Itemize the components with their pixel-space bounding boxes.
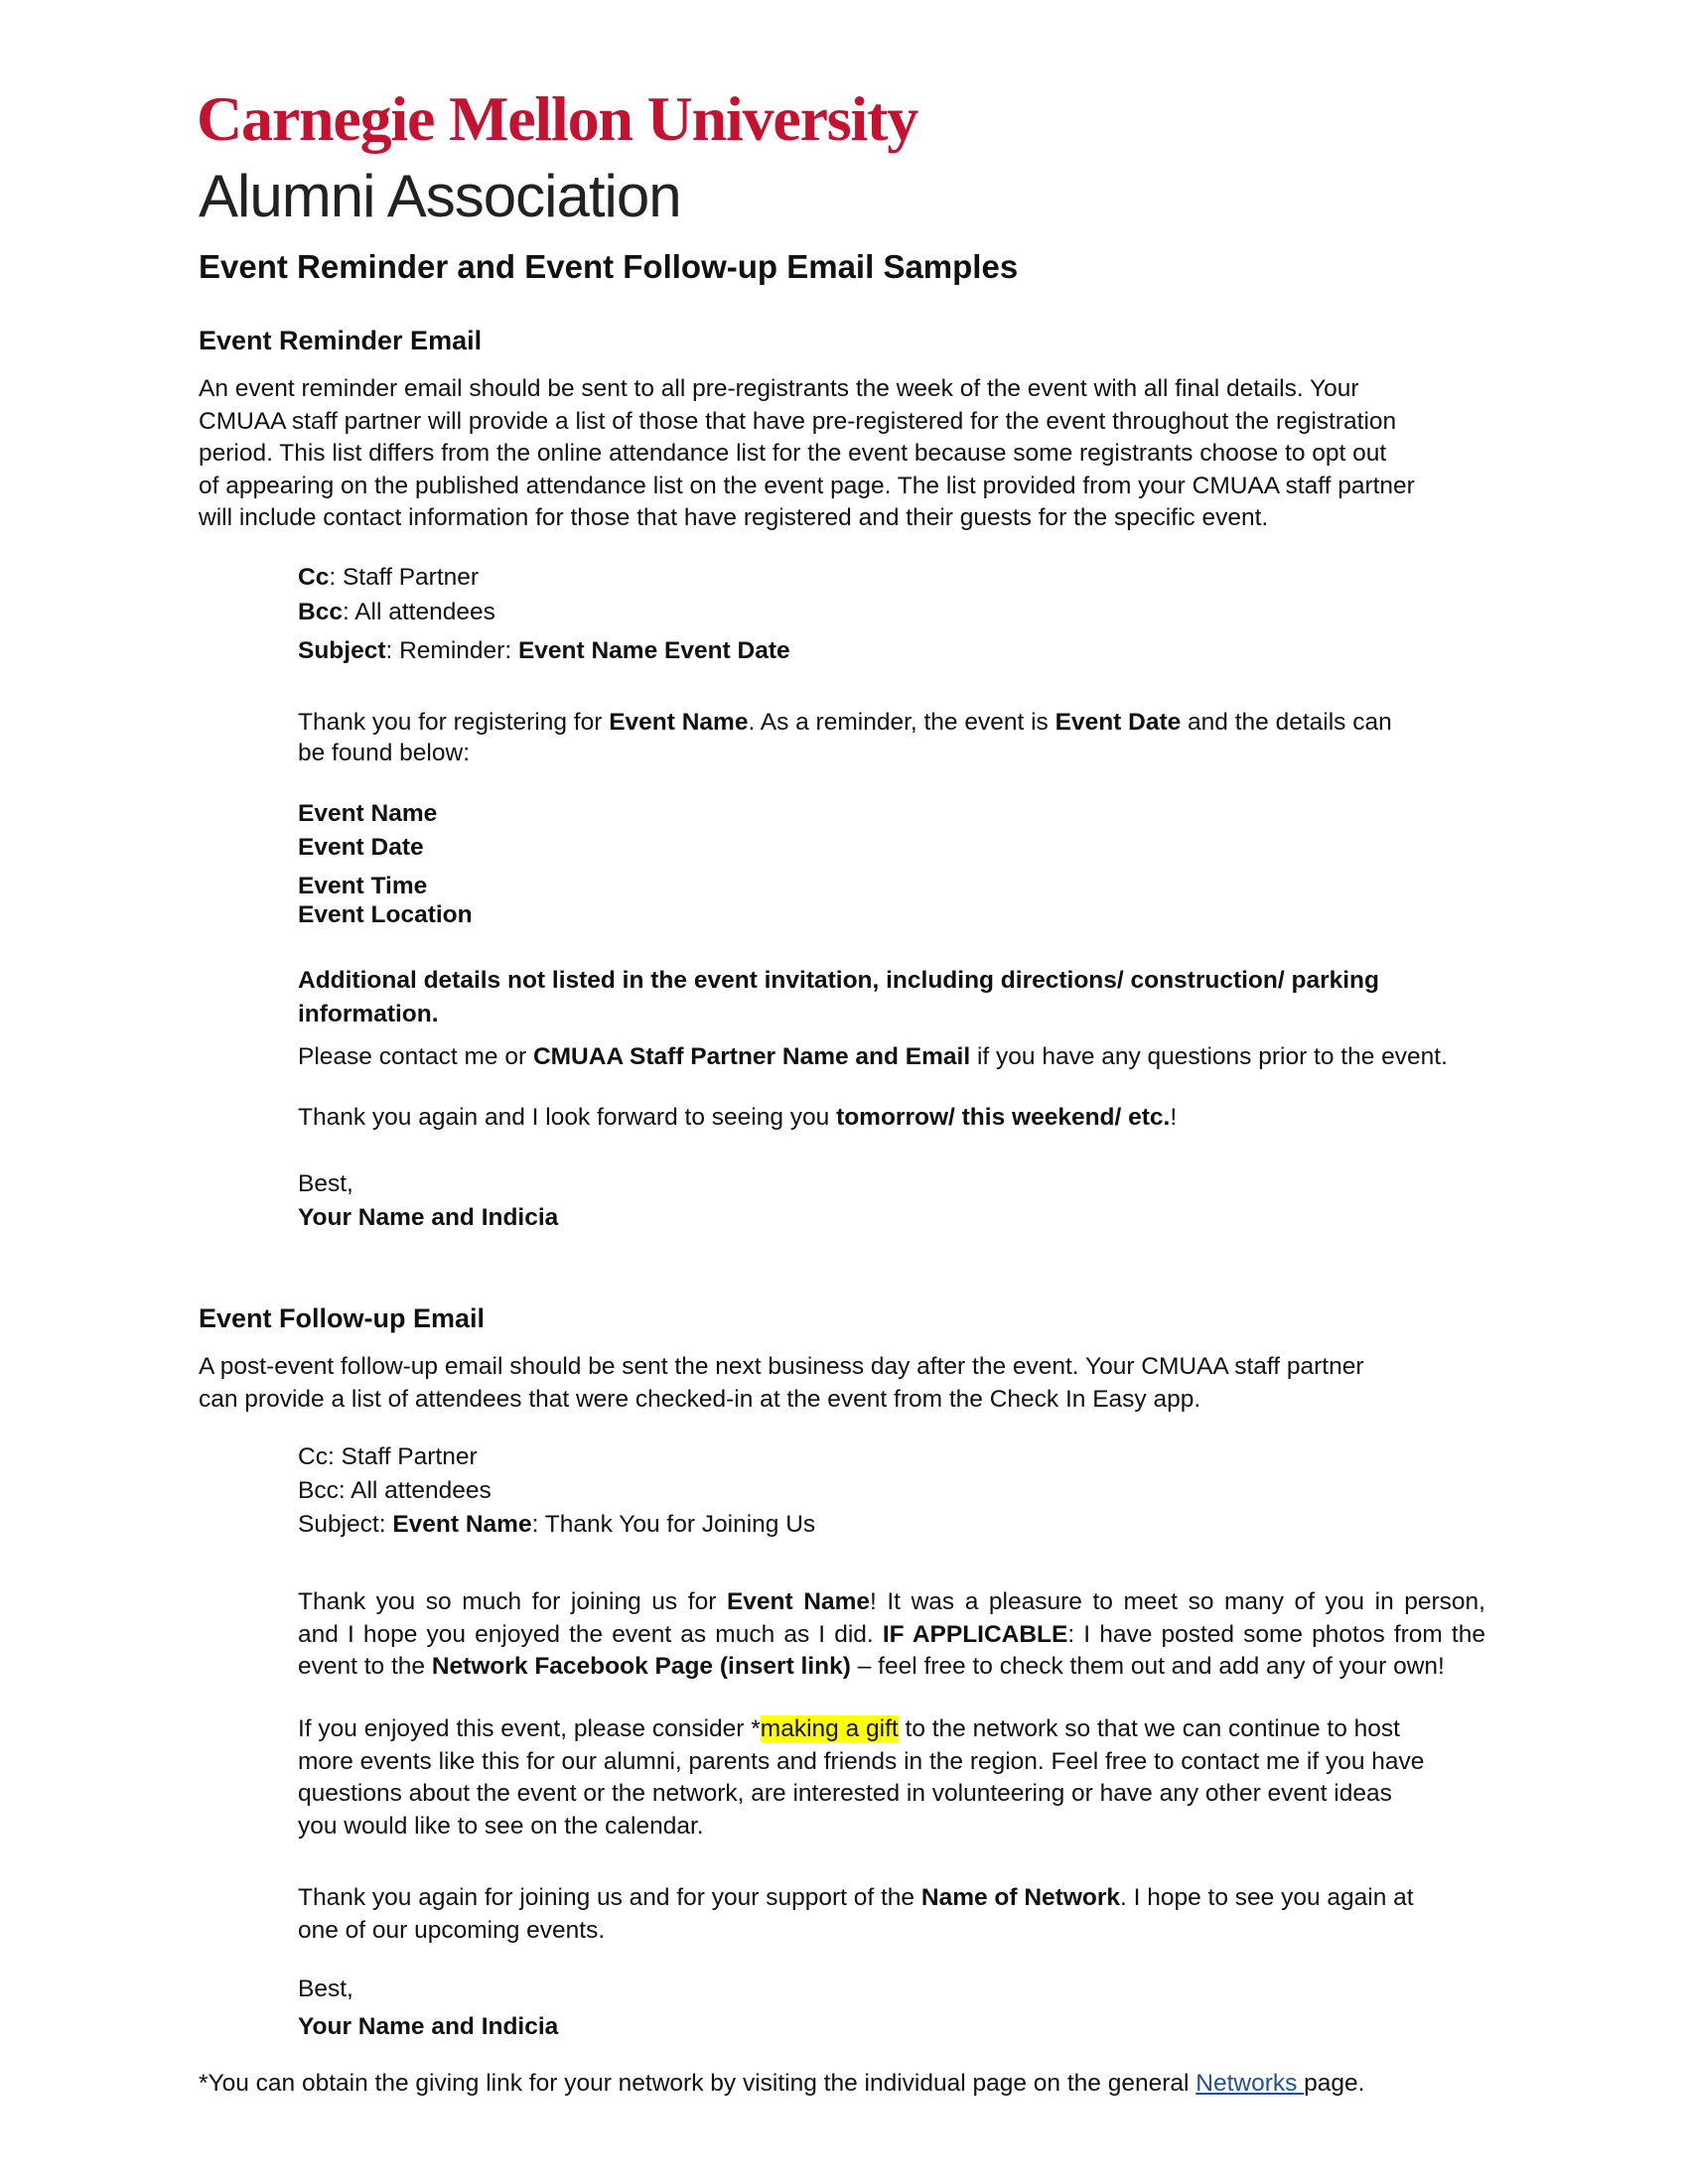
additional-details-line-2: information. xyxy=(298,1001,439,1027)
event-date-placeholder: Event Date xyxy=(1055,709,1182,736)
text-run: to the network so that we can continue to host xyxy=(898,1715,1400,1742)
followup-signature: Your Name and Indicia xyxy=(298,2013,559,2040)
followup-intro-line: can provide a list of attendees that were checked-in at the event from the Check In Easy app. xyxy=(199,1385,1201,1413)
subject-value: Event Name Event Date xyxy=(517,637,790,664)
text-run: Thank you again and I look forward to seeing you xyxy=(298,1104,837,1131)
text-run: if you have any questions prior to the event. xyxy=(970,1043,1448,1070)
followup-paragraph-3 xyxy=(298,1882,1414,1947)
networks-link[interactable]: Networks xyxy=(1196,2070,1305,2097)
text-run: : Thank You for Joining Us xyxy=(531,1511,816,1538)
timeframe-placeholder: tomorrow/ this weekend/ etc. xyxy=(836,1104,1171,1131)
followup-closing: Best, xyxy=(298,1976,353,2002)
detail-event-date: Event Date xyxy=(298,834,424,861)
contact-line xyxy=(298,1041,1448,1074)
event-name-placeholder: Event Name xyxy=(609,709,749,736)
reminder-intro-line: CMUAA staff partner will provide a list of those that have pre-registered for the event throughout the registration xyxy=(199,407,1397,435)
text-run: Thank you for registering for xyxy=(298,709,610,736)
additional-details-line-1: Additional details not listed in the event invitation, including directions/ construction/ parking xyxy=(298,967,1379,994)
footnote xyxy=(199,2068,1364,2101)
reminder-subject-line xyxy=(298,635,790,668)
paragraph-line: one of our upcoming events. xyxy=(298,1916,606,1944)
reminder-intro-line: of appearing on the published attendance list on the event page. The list provided from your CMUAA staff partner xyxy=(199,472,1415,499)
text-run: page. xyxy=(1304,2070,1365,2097)
facebook-page-placeholder: Network Facebook Page (insert link) xyxy=(431,1653,851,1680)
paragraph-line: more events like this for our alumni, parents and friends in the region. Feel free to contact me if you have xyxy=(298,1747,1425,1775)
text-run: *You can obtain the giving link for your network by visiting the individual page on the general xyxy=(199,2070,1196,2097)
reminder-intro xyxy=(199,373,1415,535)
followup-subject-line xyxy=(298,1509,815,1542)
paragraph-line xyxy=(298,1586,1485,1619)
reminder-signature: Your Name and Indicia xyxy=(298,1204,559,1231)
if-applicable-label: IF APPLICABLE xyxy=(882,1620,1068,1648)
cc-value: : Staff Partner xyxy=(329,564,480,591)
detail-event-time: Event Time xyxy=(298,873,428,899)
detail-event-name: Event Name xyxy=(298,800,438,827)
text-run: ! It was a pleasure to meet so many of you in person, xyxy=(869,1588,1485,1615)
reminder-heading: Event Reminder Email xyxy=(199,326,483,355)
thank-you-again-line xyxy=(298,1102,1177,1135)
reminder-intro-line: period. This list differs from the online attendance list for the event because some registrants choose to opt out xyxy=(199,440,1387,467)
reminder-bcc-line xyxy=(298,597,495,629)
followup-paragraph-2 xyxy=(298,1713,1424,1843)
subject-label: Subject xyxy=(298,637,386,664)
text-run: – feel free to check them out and add any of your own! xyxy=(850,1653,1445,1680)
text-run: If you enjoyed this event, please consider * xyxy=(298,1715,761,1742)
text-run: event to the xyxy=(298,1653,432,1680)
highlighted-text: making a gift xyxy=(760,1715,899,1742)
followup-cc-line: Cc: Staff Partner xyxy=(298,1443,478,1470)
event-name-placeholder: Event Name xyxy=(392,1511,532,1538)
bcc-value: : All attendees xyxy=(342,599,495,625)
text-run: ! xyxy=(1170,1104,1178,1131)
reminder-thanks-line xyxy=(298,707,1392,740)
reminder-thanks-line-2: be found below: xyxy=(298,740,470,766)
paragraph-line xyxy=(298,1619,1485,1652)
followup-heading: Event Follow-up Email xyxy=(199,1303,486,1333)
text-run: Thank you again for joining us and for your support of the xyxy=(298,1884,921,1911)
text-run: Thank you so much for joining us for xyxy=(298,1588,727,1615)
paragraph-line xyxy=(298,1651,1485,1684)
paragraph-line xyxy=(298,1882,1414,1915)
reminder-intro-line: will include contact information for those that have registered and their guests for the specific event. xyxy=(199,504,1269,531)
followup-bcc-line: Bcc: All attendees xyxy=(298,1477,492,1504)
followup-paragraph-1 xyxy=(298,1586,1485,1684)
detail-event-location: Event Location xyxy=(298,901,473,928)
followup-intro xyxy=(199,1351,1364,1416)
event-name-placeholder: Event Name xyxy=(726,1588,870,1615)
staff-partner-placeholder: CMUAA Staff Partner Name and Email xyxy=(532,1043,971,1070)
network-name-placeholder: Name of Network xyxy=(920,1884,1121,1911)
paragraph-line: you would like to see on the calendar. xyxy=(298,1812,704,1840)
text-run: and the details can xyxy=(1181,709,1392,736)
paragraph-line xyxy=(298,1713,1424,1746)
paragraph-line: questions about the event or the network, are interested in volunteering or have any other event ideas xyxy=(298,1780,1392,1807)
reminder-closing: Best, xyxy=(298,1170,353,1197)
subject-prefix: : Reminder: xyxy=(385,637,518,664)
page-title: Event Reminder and Event Follow-up Email Samples xyxy=(199,248,1019,285)
reminder-intro-line: An event reminder email should be sent to all pre-registrants the week of the event with all final details. Your xyxy=(199,375,1359,402)
text-run: : I have posted some photos from the xyxy=(1067,1620,1485,1648)
followup-intro-line: A post-event follow-up email should be sent the next business day after the event. Your CMUAA staff partner xyxy=(199,1353,1364,1380)
text-run: . As a reminder, the event is xyxy=(748,709,1055,736)
text-run: and I hope you enjoyed the event as much as I did. xyxy=(298,1620,883,1648)
text-run: . I hope to see you again at xyxy=(1120,1884,1414,1911)
cc-label: Cc xyxy=(298,564,330,591)
subject-label: Subject: xyxy=(298,1511,393,1538)
alumni-association-wordmark: Alumni Association xyxy=(199,163,681,229)
text-run: Please contact me or xyxy=(298,1043,533,1070)
reminder-cc-line xyxy=(298,562,479,595)
bcc-label: Bcc xyxy=(298,599,343,625)
cmu-logo-wordmark: Carnegie Mellon University xyxy=(197,83,917,154)
